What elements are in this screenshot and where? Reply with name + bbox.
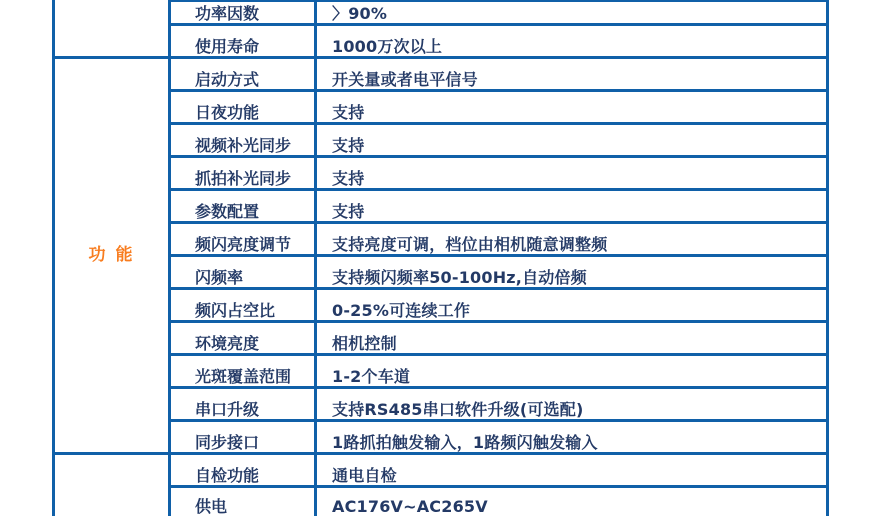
value-label: 支持 [332, 169, 365, 189]
value-cell [317, 323, 826, 356]
value-cell [317, 356, 826, 389]
param-cell [171, 389, 317, 422]
value-label: 相机控制 [332, 334, 397, 354]
param-label: 闪频率 [195, 268, 244, 288]
value-cell [317, 422, 826, 455]
param-label: 视频补光同步 [195, 136, 292, 156]
value-label: 1路抓拍触发输入，1路频闪触发输入 [332, 433, 598, 453]
value-cell [317, 389, 826, 422]
param-label: 日夜功能 [195, 103, 260, 123]
value-cell [317, 455, 826, 488]
spec-table [52, 0, 829, 516]
value-label: 1-2个车道 [332, 367, 411, 387]
param-label: 光斑覆盖范围 [195, 367, 292, 387]
value-cell [317, 488, 826, 516]
category-cell [55, 59, 171, 455]
param-cell [171, 158, 317, 191]
param-cell [171, 455, 317, 488]
value-cell [317, 158, 826, 191]
value-label: 支持 [332, 136, 365, 156]
value-cell [317, 92, 826, 125]
value-cell [317, 224, 826, 257]
param-label: 抓拍补光同步 [195, 169, 292, 189]
category-cell [55, 455, 171, 516]
value-label: 〉90% [332, 4, 388, 24]
param-cell [171, 191, 317, 224]
value-cell [317, 0, 826, 26]
param-label: 频闪占空比 [195, 301, 276, 321]
param-cell [171, 224, 317, 257]
value-cell [317, 191, 826, 224]
param-cell [171, 257, 317, 290]
value-label: 支持亮度可调，档位由相机随意调整频 [332, 235, 608, 255]
param-label: 频闪亮度调节 [195, 235, 292, 255]
param-cell [171, 92, 317, 125]
param-label: 环境亮度 [195, 334, 260, 354]
value-label: AC176V~AC265V [332, 497, 488, 516]
value-label: 1000万次以上 [332, 37, 443, 57]
param-label: 使用寿命 [195, 37, 260, 57]
value-cell [317, 59, 826, 92]
param-label: 供电 [195, 497, 228, 516]
param-label: 参数配置 [195, 202, 260, 222]
param-cell [171, 290, 317, 323]
param-cell [171, 0, 317, 26]
param-cell [171, 59, 317, 92]
value-cell [317, 290, 826, 323]
value-label: 0-25%可连续工作 [332, 301, 471, 321]
value-cell [317, 125, 826, 158]
param-label: 串口升级 [195, 400, 260, 420]
param-cell [171, 125, 317, 158]
param-cell [171, 422, 317, 455]
value-label: 支持频闪频率50-100Hz,自动倍频 [332, 268, 587, 288]
value-cell [317, 26, 826, 59]
param-cell [171, 323, 317, 356]
category-cell [55, 0, 171, 59]
value-label: 通电自检 [332, 466, 397, 486]
param-label: 同步接口 [195, 433, 260, 453]
param-cell [171, 488, 317, 516]
value-label: 支持RS485串口软件升级(可选配) [332, 400, 584, 420]
param-label: 自检功能 [195, 466, 260, 486]
category-label: 功 能 [88, 244, 135, 265]
value-cell [317, 257, 826, 290]
param-cell [171, 26, 317, 59]
param-label: 启动方式 [195, 70, 260, 90]
value-label: 支持 [332, 103, 365, 123]
param-label: 功率因数 [195, 4, 260, 24]
value-label: 支持 [332, 202, 365, 222]
value-label: 开关量或者电平信号 [332, 70, 478, 90]
param-cell [171, 356, 317, 389]
